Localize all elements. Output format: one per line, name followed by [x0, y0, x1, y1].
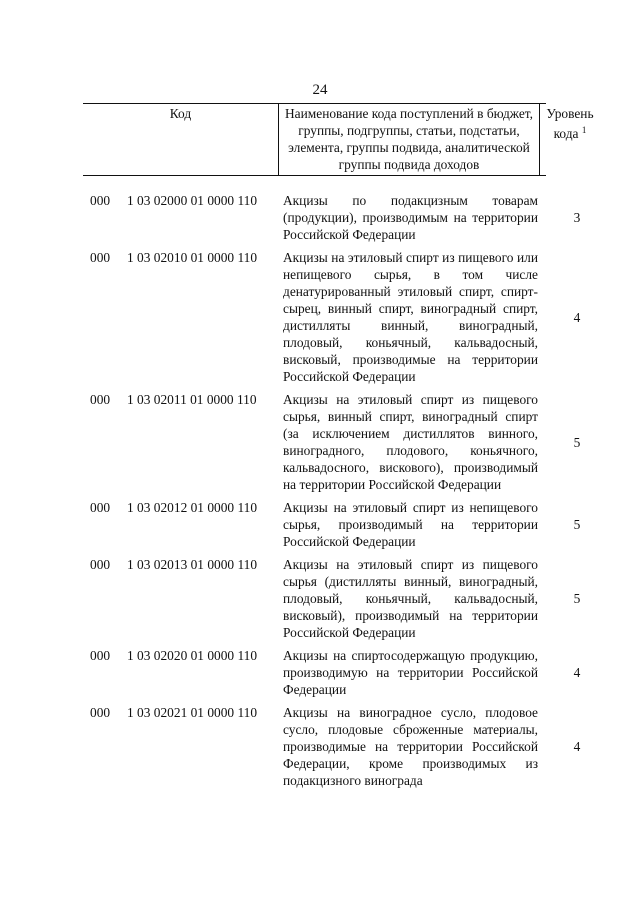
table-row	[0, 556, 640, 641]
admin-code: 000	[90, 250, 111, 265]
header-level	[540, 104, 600, 175]
code-level: 4	[573, 665, 581, 680]
admin-code: 000	[90, 193, 111, 208]
table-row	[0, 704, 640, 789]
income-code: 1 03 02010 01 0000 110	[127, 250, 258, 265]
income-name: Акцизы по подакцизным товарам (продукции), производимым на территории Российской Федерации	[283, 193, 538, 242]
income-code: 1 03 02013 01 0000 110	[127, 557, 258, 572]
admin-code: 000	[90, 705, 111, 720]
admin-code: 000	[90, 500, 111, 515]
table-row	[0, 391, 640, 493]
admin-code: 000	[90, 392, 111, 407]
code-level: 4	[573, 309, 581, 325]
header-level-footnote: 1	[581, 125, 587, 135]
table-body	[0, 192, 640, 789]
income-name: Акцизы на виноградное сусло, плодовое сусло, плодовые сброженные материалы, производимые на территории Российской Федерации, кроме производимых из подакцизного винограда	[283, 705, 538, 788]
table-row	[0, 499, 640, 550]
admin-code: 000	[90, 557, 111, 572]
table-row	[0, 192, 640, 243]
income-name: Акцизы на этиловый спирт из пищевого сырья (дистилляты винный, виноградный, плодовый, коньячный, кальвадосный, висковый), производимый на территории Российской Федерации	[283, 557, 538, 640]
income-name: Акцизы на спиртосодержащую продукцию, производимую на территории Российской Федерации	[283, 648, 538, 697]
income-code: 1 03 02011 01 0000 110	[127, 392, 257, 407]
income-name: Акцизы на этиловый спирт из пищевого сырья, винный спирт, виноградный спирт (за исключением дистиллятов винного, виноградного, плодового, коньячного, кальвадосного, вискового), производимый на территории Российской Федерации	[283, 392, 538, 492]
table-row	[0, 249, 640, 385]
income-code: 1 03 02021 01 0000 110	[127, 705, 258, 720]
code-level: 5	[573, 591, 581, 606]
header-level-label: Уровень кода	[546, 106, 594, 141]
income-code: 1 03 02000 01 0000 110	[127, 193, 258, 208]
header-name: Наименование кода поступлений в бюджет, группы, подгруппы, статьи, подстатьи, элемента, группы подвида, аналитической группы подвида доходов	[279, 104, 540, 175]
income-code: 1 03 02020 01 0000 110	[127, 648, 258, 663]
code-level: 5	[573, 434, 581, 450]
header-code: Код	[83, 104, 279, 175]
table-row	[0, 647, 640, 698]
code-level: 5	[573, 517, 581, 532]
code-level: 3	[573, 210, 581, 225]
admin-code: 000	[90, 648, 111, 663]
income-name: Акцизы на этиловый спирт из непищевого сырья, производимый на территории Российской Федерации	[283, 500, 538, 549]
code-level: 4	[573, 739, 581, 754]
income-name: Акцизы на этиловый спирт из пищевого или непищевого сырья, в том числе денатурированный этиловый спирт, спирт-сырец, винный спирт, виноградный спирт, дистилляты винный, виноградный, плодовый, коньячный, кальвадосный, висковый, производимые на территории Российской Федерации	[283, 250, 538, 384]
table-header	[83, 103, 594, 176]
page-number: 24	[312, 82, 328, 98]
income-code: 1 03 02012 01 0000 110	[127, 500, 258, 515]
